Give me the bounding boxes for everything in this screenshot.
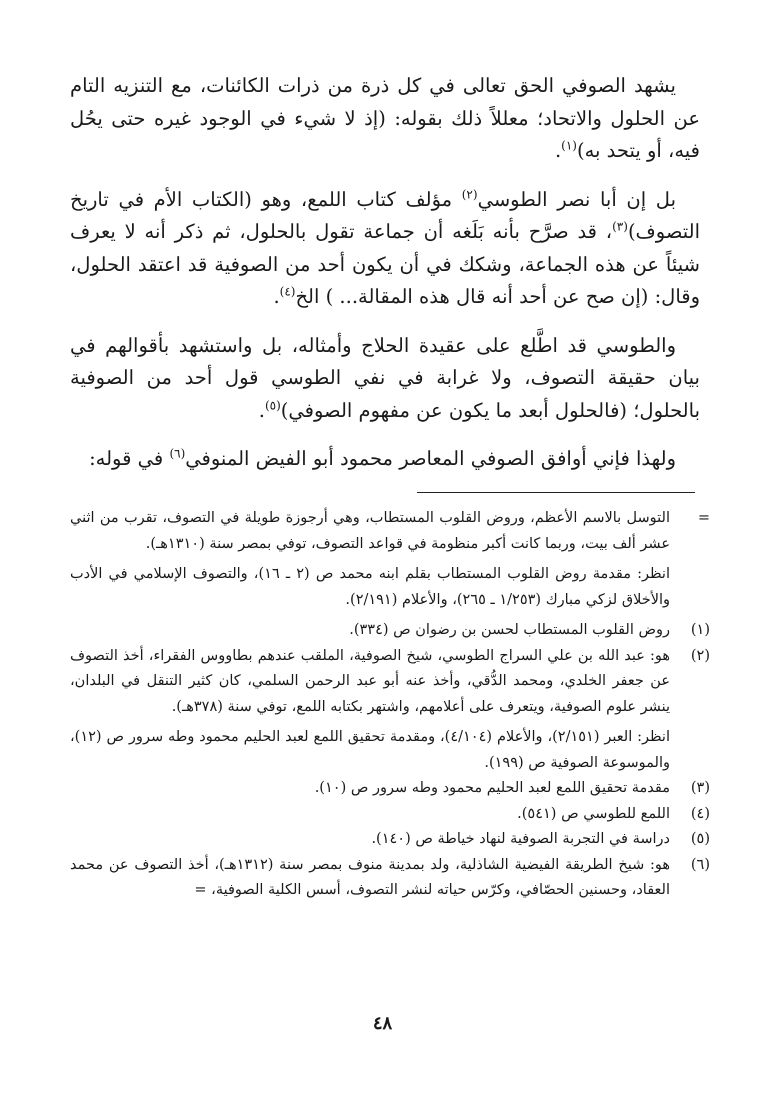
paragraph-3-text: والطوسي قد اطَّلع على عقيدة الحلاج وأمثاله، بل واستشهد بأقوالهم في بيان حقيقة التصوف، ولا غرابة في نفي الطوسي قول أحد من الصوفية بالحلول؛ (فالحلول أبعد ما يكون عن مفهوم الصوفي) [70,333,700,422]
footnote-continuation-see [70,562,710,613]
footnote-2 [70,644,710,721]
paragraph-1 [70,70,700,168]
footnote-4 [70,802,710,828]
page-number: ٤٨ [372,1013,393,1034]
paragraph-4-text-a: ولهذا فإني أوافق الصوفي المعاصر محمود أبو الفيض المنوفي [185,447,676,470]
footnote-number: (٢) [690,647,710,664]
footnote-text: دراسة في التجربة الصوفية لنهاد خياطة ص (١٤٠). [371,831,670,847]
footnote-ref-6[interactable]: (٦) [169,446,186,461]
paragraph-2-end: . [273,285,280,308]
footnote-see-text: انظر: العبر (٢/١٥١)، والأعلام (٤/١٠٤)، ومقدمة تحقيق اللمع لعبد الحليم محمود وطه سرور ص (١٢)، والموسوعة الصوفية ص (١٩٩). [70,729,670,771]
footnote-2-see [70,725,710,776]
footnote-ref-1[interactable]: (١) [561,138,577,153]
paragraph-1-text: يشهد الصوفي الحق تعالى في كل ذرة من ذرات الكائنات، مع التنزيه التام عن الحلول والاتحاد؛ معللاً ذلك بقوله: (إذ لا شيء في الوجود غيره حتى يحُل فيه، أو يتحد به) [70,74,700,162]
paragraph-2-text-a: بل إن أبا نصر الطوسي [477,187,676,211]
footnote-number: (٤) [690,805,710,822]
footnote-5 [70,827,710,853]
paragraph-4-text-b: في قوله: [89,447,170,470]
footnote-continuation [70,506,710,557]
footnote-text: هو: عبد الله بن علي السراج الطوسي، شيخ الصوفية، الملقب عندهم بطاووس الفقراء، أخذ التصوف عن جعفر الخلدي، ومحمد الدُّقي، وأخذ عنه أبو عبد الرحمن السلمي، كان كثير التنقل في البلدان، ينشر علوم الصوفية، ويتعرف على أعلامهم، واشتهر بكتابه اللمع، توفي سنة (٣٧٨هـ). [70,647,670,715]
paragraph-2-text-c: ، قد صرَّح بأنه بَلَغه أن جماعة تقول بالحلول، ثم ذكر أنه لا يعرف شيئاً عن هذه الجماعة، وشكك في أن يكون أحد من الصوفية قد اعتقد الحلول، وقال: (إن صح عن أحد أنه قال هذه المقالة... ) الخ [70,220,700,308]
paragraph-3 [70,330,700,428]
footnote-ref-5[interactable]: (٥) [264,398,281,412]
footnote-separator [417,492,695,493]
footnote-number: (٣) [690,780,710,796]
footnote-number: (٦) [690,856,710,873]
paragraph-2-text-b: مؤلف كتاب اللمع، وهو (الكتاب الأم في تاريخ التصوف) [70,187,700,243]
footnote-3 [70,776,710,802]
footnote-number: (١) [690,622,710,638]
footnote-6 [70,853,710,904]
footnote-1 [70,618,710,644]
footnote-text: اللمع للطوسي ص (٥٤١). [517,805,670,822]
footnote-text: روض القلوب المستطاب لحسن بن رضوان ص (٣٣٤). [349,622,670,638]
paragraph-1-end: . [554,139,562,162]
footnote-ref-4[interactable]: (٤) [279,284,296,299]
continuation-see-text: انظر: مقدمة روض القلوب المستطاب بقلم ابنه محمد ص (٢ ـ ١٦)، والتصوف الإسلامي في الأدب والأخلاق لزكي مبارك (١/٢٥٣ ـ ٢٦٥)، والأعلام (٢/١٩١). [70,566,670,608]
footnote-text: مقدمة تحقيق اللمع لعبد الحليم محمود وطه سرور ص (١٠). [314,780,670,796]
continuation-text: التوسل بالاسم الأعظم، وروض القلوب المستطاب، وهي أرجوزة طويلة في التصوف، تقرب من اثني عشر ألف بيت، وربما كانت أكبر منظومة في قواعد التصوف، توفي بمصر سنة (١٣١٠هـ). [70,510,670,552]
continuation-marker: = [697,510,710,526]
footnote-text: هو: شيخ الطريقة الفيضية الشاذلية، ولد بمدينة منوف بمصر سنة (١٣١٢هـ)، أخذ التصوف عن محمد العقاد، وحسنين الحصّافي، وكرّس حياته لنشر التصوف، أسس الكلية الصوفية، = [70,856,671,898]
paragraph-2 [70,184,700,314]
paragraph-3-end: . [258,398,265,422]
paragraph-4 [70,443,700,476]
footnote-ref-3[interactable]: (٣) [612,219,628,234]
footnotes-section [70,506,710,904]
footnote-ref-2[interactable]: (٢) [461,187,478,201]
footnote-number: (٥) [690,831,710,847]
main-text [70,70,700,476]
